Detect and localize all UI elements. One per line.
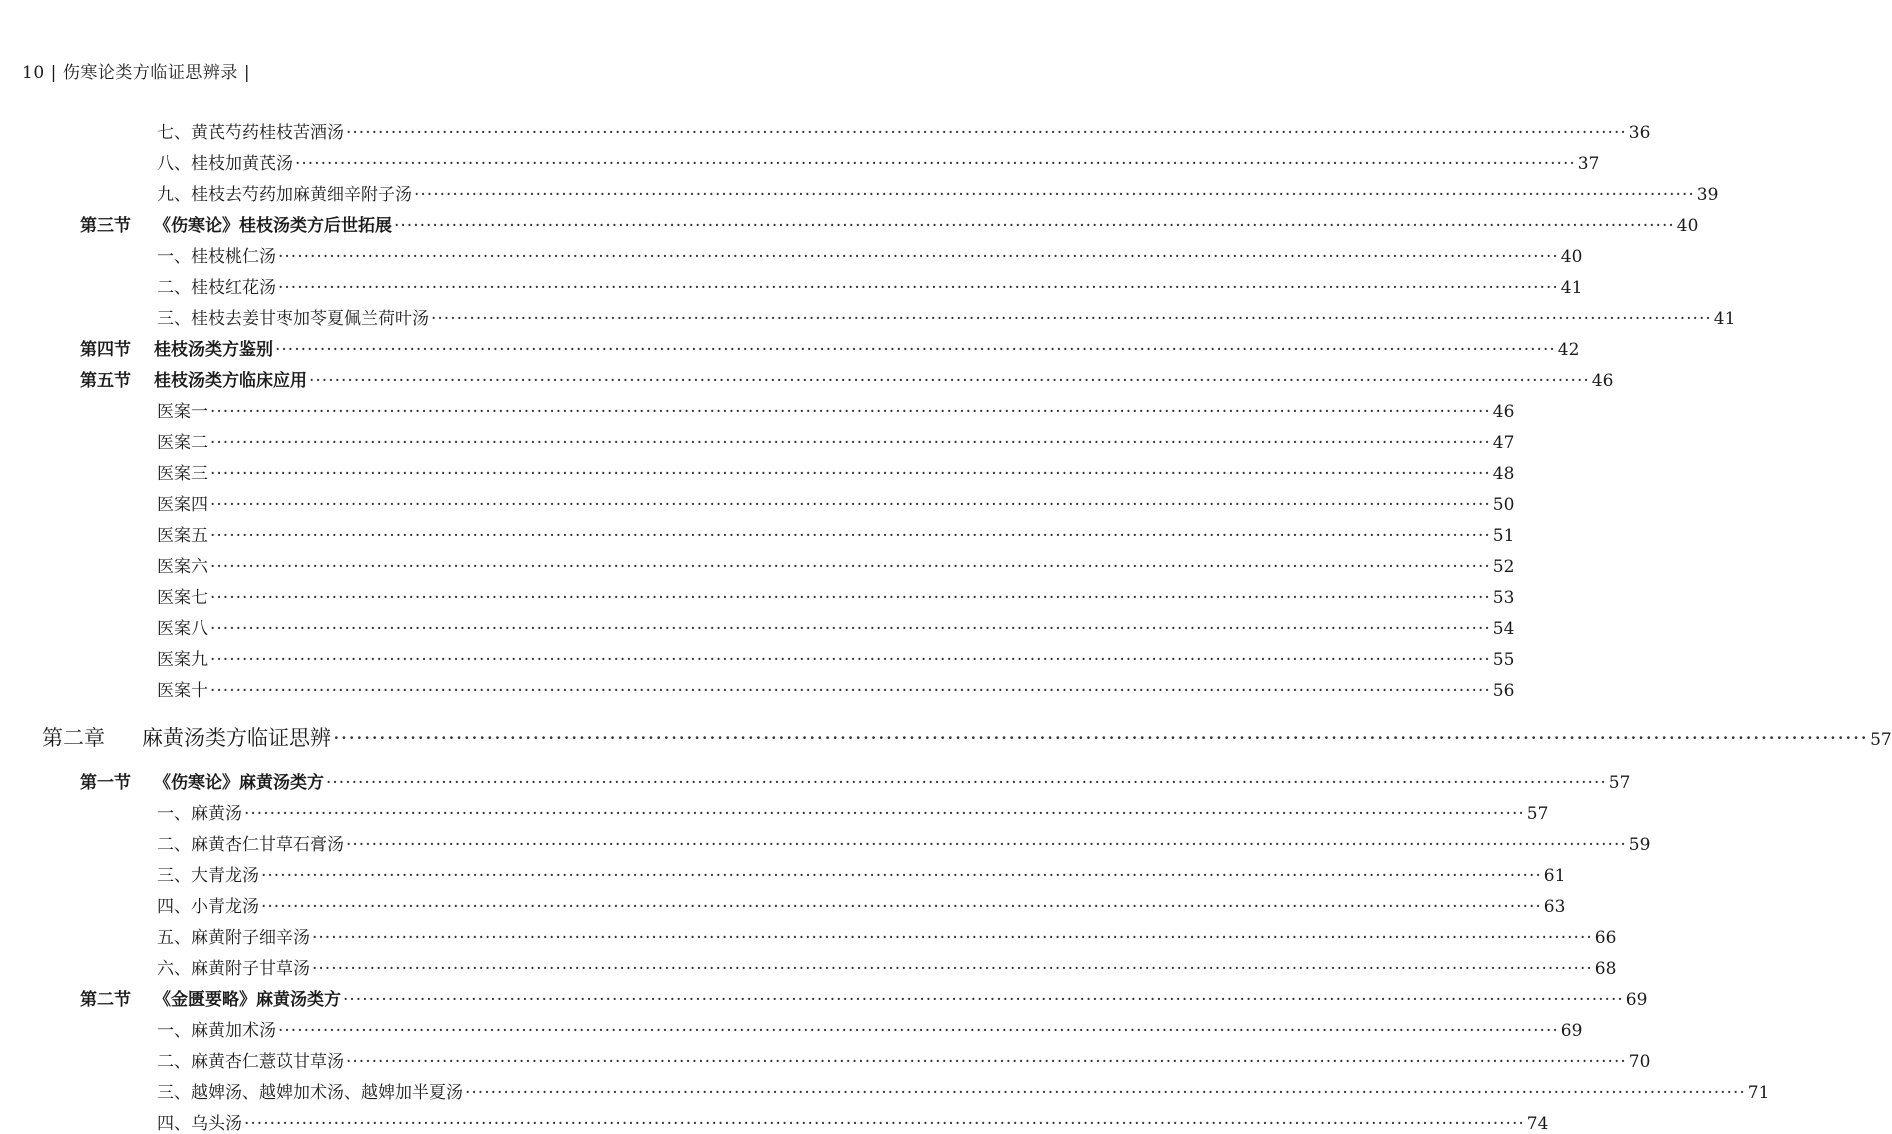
dot-leader: ········································································································································································································: [210, 495, 1491, 515]
dot-leader: ········································································································································································································: [210, 681, 1491, 701]
toc-entry-item[interactable]: [157, 583, 1515, 608]
toc-entry-label: 五、麻黄附子细辛汤: [157, 928, 310, 948]
toc-entry-item[interactable]: [157, 861, 1566, 886]
toc-entry-page: 39: [1696, 185, 1719, 205]
toc-entry-label: 医案一: [157, 402, 208, 422]
toc-entry-label: 医案十: [157, 681, 208, 701]
toc-entry-title: [80, 335, 273, 360]
toc-entry-item[interactable]: [157, 892, 1566, 917]
toc-entry-item[interactable]: [157, 242, 1583, 267]
toc-entry-page: 70: [1628, 1052, 1651, 1072]
toc-entry-section[interactable]: [80, 768, 1631, 793]
toc-entry-label: 二、麻黄杏仁甘草石膏汤: [157, 835, 344, 855]
dot-leader: ········································································································································································································: [210, 402, 1491, 422]
toc-entry-title: [157, 273, 276, 298]
toc-entry-label: 八、桂枝加黄芪汤: [157, 154, 293, 174]
toc-entry-page: 40: [1676, 216, 1699, 236]
toc-entry-title: [80, 366, 307, 391]
toc-entry-page: 56: [1492, 681, 1515, 701]
dot-leader: ········································································································································································································: [275, 340, 1556, 360]
toc-entry-number: 第三节: [80, 216, 131, 236]
toc-entry-label: 九、桂枝去芍药加麻黄细辛附子汤: [157, 185, 412, 205]
toc-entry-page: 52: [1492, 557, 1515, 577]
toc-entry-page: 55: [1492, 650, 1515, 670]
toc-entry-page: 66: [1594, 928, 1617, 948]
toc-entry-title: [157, 830, 344, 855]
toc-entry-page: 37: [1577, 154, 1600, 174]
toc-entry-title: [157, 954, 310, 979]
toc-entry-item[interactable]: [157, 180, 1719, 205]
dot-leader: ········································································································································································································: [210, 650, 1491, 670]
toc-entry-item[interactable]: [157, 521, 1515, 546]
toc-entry-number: 第一节: [80, 773, 131, 793]
toc-entry-label: 三、越婢汤、越婢加术汤、越婢加半夏汤: [157, 1083, 463, 1103]
toc-entry-page: 61: [1543, 866, 1566, 886]
toc-entry-label: 桂枝汤类方鉴别: [154, 340, 273, 360]
toc-entry-label: 六、麻黄附子甘草汤: [157, 959, 310, 979]
toc-entry-label: 医案五: [157, 526, 208, 546]
toc-entry-page: 42: [1557, 340, 1580, 360]
toc-entry-label: 一、麻黄加术汤: [157, 1021, 276, 1041]
toc-entry-page: 68: [1594, 959, 1617, 979]
toc-entry-title: [157, 799, 242, 824]
toc-entry-page: 54: [1492, 619, 1515, 639]
toc-entry-page: 69: [1560, 1021, 1583, 1041]
toc-entry-section[interactable]: [80, 366, 1614, 391]
toc-entry-item[interactable]: [157, 397, 1515, 422]
toc-entry-page: 36: [1628, 123, 1651, 143]
toc-entry-page: 57: [1526, 804, 1549, 824]
dot-leader: ········································································································································································································: [414, 185, 1695, 205]
toc-entry-page: 53: [1492, 588, 1515, 608]
header-page-number: 10: [22, 63, 45, 83]
toc-entry-title: [157, 1047, 344, 1072]
toc-entry-label: 医案二: [157, 433, 208, 453]
toc-entry-title: [157, 242, 276, 267]
toc-entry-page: 63: [1543, 897, 1566, 917]
dot-leader: ········································································································································································································: [278, 278, 1559, 298]
toc-entry-item[interactable]: [157, 923, 1617, 948]
toc-entry-page: 69: [1625, 990, 1648, 1010]
toc-entry-item[interactable]: [157, 1109, 1549, 1134]
dot-leader: ········································································································································································································: [210, 619, 1491, 639]
toc-entry-item[interactable]: [157, 614, 1515, 639]
toc-entry-title: [157, 614, 208, 639]
toc-entry-title: [80, 768, 324, 793]
toc-entry-title: [157, 180, 412, 205]
toc-entry-label: 医案六: [157, 557, 208, 577]
toc-entry-title: [157, 1109, 242, 1134]
toc-entry-item[interactable]: [157, 1078, 1770, 1103]
toc-entry-title: [157, 1016, 276, 1041]
toc-entry-item[interactable]: [157, 830, 1651, 855]
dot-leader: ········································································································································································································: [295, 154, 1576, 174]
toc-entry-label: 桂枝汤类方临床应用: [154, 371, 307, 391]
toc-entry-label: 医案九: [157, 650, 208, 670]
toc-entry-page: 47: [1492, 433, 1515, 453]
toc-entry-number: 第四节: [80, 340, 131, 360]
toc-entry-item[interactable]: [157, 273, 1583, 298]
toc-entry-title: [157, 304, 429, 329]
toc-entry-number: 第二节: [80, 990, 131, 1010]
dot-leader: ········································································································································································································: [244, 804, 1525, 824]
toc-entry-item[interactable]: [157, 1016, 1583, 1041]
dot-leader: ········································································································································································································: [346, 1052, 1627, 1072]
toc-entry-title: [157, 118, 344, 143]
dot-leader: ········································································································································································································: [210, 557, 1491, 577]
dot-leader: ········································································································································································································: [278, 247, 1559, 267]
dot-leader: ········································································································································································································: [261, 866, 1542, 886]
toc-entry-item[interactable]: [157, 304, 1736, 329]
toc-entry-item[interactable]: [157, 552, 1515, 577]
toc-entry-number: 第二章: [42, 726, 105, 750]
toc-entry-label: 医案七: [157, 588, 208, 608]
toc-entry-number: 第五节: [80, 371, 131, 391]
toc-entry-label: 二、麻黄杏仁薏苡甘草汤: [157, 1052, 344, 1072]
toc-entry-title: [157, 861, 259, 886]
toc-entry-label: 医案三: [157, 464, 208, 484]
toc-entry-item[interactable]: [157, 428, 1515, 453]
toc-entry-page: 41: [1713, 309, 1736, 329]
toc-entry-title: [157, 892, 259, 917]
toc-entry-page: 74: [1526, 1114, 1549, 1134]
toc-entry-label: 《金匮要略》麻黄汤类方: [154, 990, 341, 1010]
dot-leader: ········································································································································································································: [278, 1021, 1559, 1041]
toc-entry-title: [157, 428, 208, 453]
toc-entry-label: 《伤寒论》桂枝汤类方后世拓展: [154, 216, 392, 236]
toc-entry-section[interactable]: [80, 211, 1699, 236]
toc-entry-label: 医案四: [157, 495, 208, 515]
toc-entry-label: 七、黄芪芍药桂枝苦酒汤: [157, 123, 344, 143]
toc-entry-title: [157, 149, 293, 174]
toc-entry-title: [157, 645, 208, 670]
toc-entry-item[interactable]: [157, 149, 1600, 174]
toc-entry-title: [157, 1078, 463, 1103]
dot-leader: ········································································································································································································: [326, 773, 1607, 793]
toc-entry-title: [157, 923, 310, 948]
toc-entry-label: 一、麻黄汤: [157, 804, 242, 824]
toc-entry-chapter[interactable]: [42, 722, 1892, 752]
toc-entry-section[interactable]: [80, 335, 1580, 360]
toc-entry-page: 48: [1492, 464, 1515, 484]
toc-entry-title: [80, 985, 341, 1010]
toc-entry-page: 50: [1492, 495, 1515, 515]
dot-leader: ········································································································································································································: [210, 526, 1491, 546]
toc-entry-label: 三、大青龙汤: [157, 866, 259, 886]
toc-entry-title: [157, 397, 208, 422]
toc-entry-label: 《伤寒论》麻黄汤类方: [154, 773, 324, 793]
toc-entry-page: 51: [1492, 526, 1515, 546]
dot-leader: ········································································································································································································: [210, 464, 1491, 484]
header-divider: |: [50, 63, 57, 83]
dot-leader: ········································································································································································································: [394, 216, 1675, 236]
toc-entry-item[interactable]: [157, 676, 1515, 701]
toc-entry-section[interactable]: [80, 985, 1648, 1010]
dot-leader: ········································································································································································································: [333, 726, 1869, 750]
toc-entry-title: [157, 552, 208, 577]
toc-entry-title: [80, 211, 392, 236]
toc-entry-page: 41: [1560, 278, 1583, 298]
toc-entry-item[interactable]: [157, 1047, 1651, 1072]
header-book-title: 伤寒论类方临证思辨录: [62, 63, 238, 83]
toc-entry-item[interactable]: [157, 118, 1651, 143]
dot-leader: ········································································································································································································: [312, 928, 1593, 948]
dot-leader: ········································································································································································································: [210, 588, 1491, 608]
toc-entry-label: 二、桂枝红花汤: [157, 278, 276, 298]
toc-entry-title: [157, 521, 208, 546]
dot-leader: ········································································································································································································: [346, 835, 1627, 855]
dot-leader: ········································································································································································································: [210, 433, 1491, 453]
dot-leader: ········································································································································································································: [244, 1114, 1525, 1134]
toc-entry-title: [157, 490, 208, 515]
toc-entry-item[interactable]: [157, 459, 1515, 484]
header-divider: |: [243, 63, 251, 83]
dot-leader: ········································································································································································································: [346, 123, 1627, 143]
dot-leader: ········································································································································································································: [312, 959, 1593, 979]
dot-leader: ········································································································································································································: [261, 897, 1542, 917]
dot-leader: ········································································································································································································: [309, 371, 1590, 391]
toc-entry-label: 四、乌头汤: [157, 1114, 242, 1134]
toc-entry-label: 一、桂枝桃仁汤: [157, 247, 276, 267]
toc-entry-title: [157, 583, 208, 608]
toc-entry-title: [157, 459, 208, 484]
toc-entry-label: 医案八: [157, 619, 208, 639]
toc-entry-page: 59: [1628, 835, 1651, 855]
toc-entry-label: 四、小青龙汤: [157, 897, 259, 917]
dot-leader: ········································································································································································································: [343, 990, 1624, 1010]
toc-entry-item[interactable]: [157, 490, 1515, 515]
toc-entry-item[interactable]: [157, 645, 1515, 670]
dot-leader: ········································································································································································································: [465, 1083, 1746, 1103]
toc-entry-page: 46: [1492, 402, 1515, 422]
dot-leader: ········································································································································································································: [431, 309, 1712, 329]
toc-entry-item[interactable]: [157, 799, 1549, 824]
toc-entry-page: 57: [1870, 730, 1892, 750]
toc-entry-label: 三、桂枝去姜甘枣加苓夏佩兰荷叶汤: [157, 309, 429, 329]
toc-entry-title: [42, 722, 331, 752]
toc-entry-title: [157, 676, 208, 701]
toc-entry-item[interactable]: [157, 954, 1617, 979]
toc-entry-page: 46: [1591, 371, 1614, 391]
toc-entry-page: 57: [1608, 773, 1631, 793]
toc-entry-page: 40: [1560, 247, 1583, 267]
running-header: [22, 58, 256, 83]
toc-entry-page: 71: [1747, 1083, 1770, 1103]
toc-entry-label: 麻黄汤类方临证思辨: [142, 726, 331, 750]
